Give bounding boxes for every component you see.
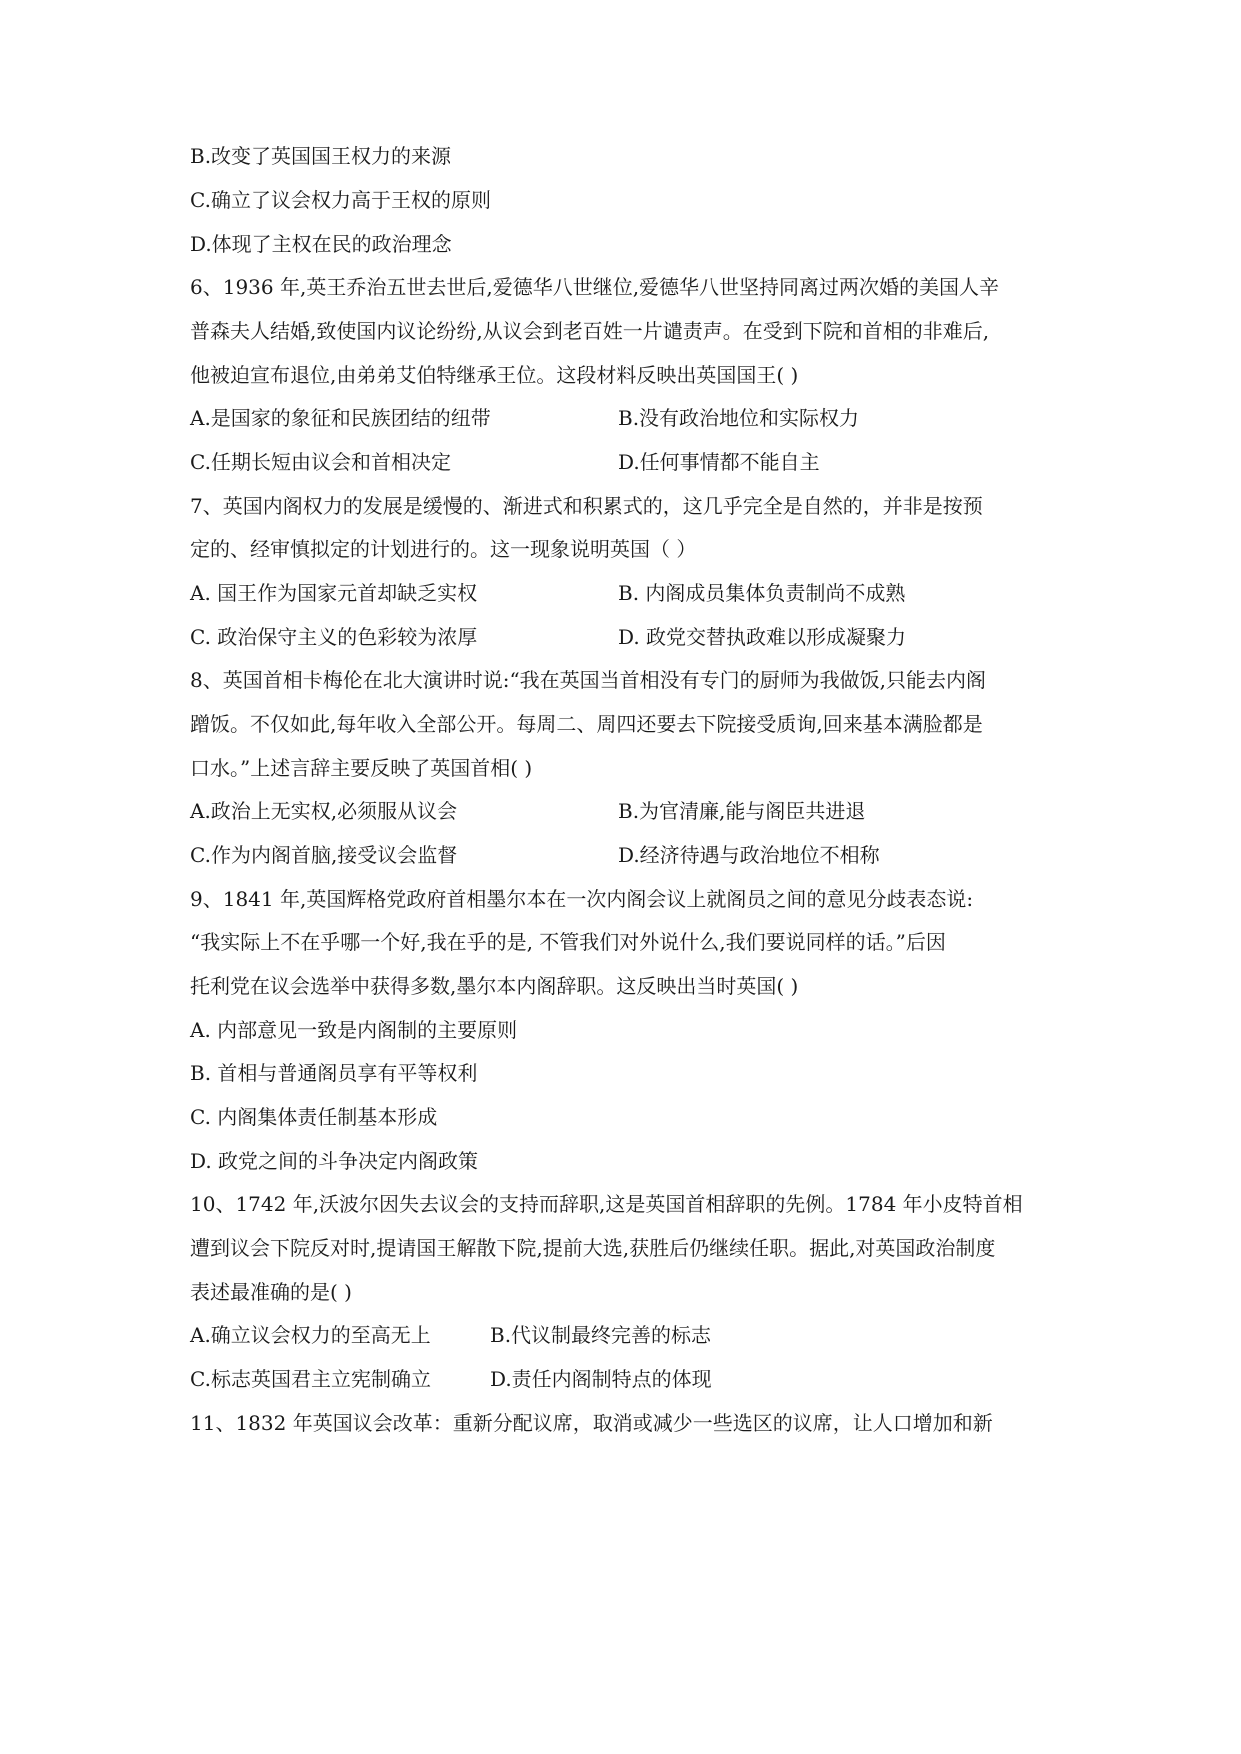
q8-stem-line-1: 8、英国首相卡梅伦在北大演讲时说:“我在英国当首相没有专门的厨师为我做饭,只能去内阁 xyxy=(190,668,987,692)
q9-stem-line-1: 9、1841 年,英国辉格党政府首相墨尔本在一次内阁会议上就阁员之间的意见分歧表态说: xyxy=(190,887,974,911)
q7-stem-line-2: 定的、经审慎拟定的计划进行的。这一现象说明英国（ ） xyxy=(190,537,697,561)
q6-stem-line-3: 他被迫宣布退位,由弟弟艾伯特继承王位。这段材料反映出英国国王( ) xyxy=(190,363,799,387)
q10-stem-line-3: 表述最准确的是( ) xyxy=(190,1280,352,1304)
q5-option-c: C.确立了议会权力高于王权的原则 xyxy=(190,188,491,212)
q8-stem-line-3: 口水。”上述言辞主要反映了英国首相( ) xyxy=(190,756,533,780)
q10-option-d: D.责任内阁制特点的体现 xyxy=(490,1367,712,1391)
q10-stem-line-1: 10、1742 年,沃波尔因失去议会的支持而辞职,这是英国首相辞职的先例。1784 年小皮特首相 xyxy=(190,1192,1023,1216)
q6-option-b: B.没有政治地位和实际权力 xyxy=(618,406,860,430)
q9-option-d: D. 政党之间的斗争决定内阁政策 xyxy=(190,1149,479,1173)
q7-option-d: D. 政党交替执政难以形成凝聚力 xyxy=(618,625,907,649)
q9-option-c: C. 内阁集体责任制基本形成 xyxy=(190,1105,438,1129)
q8-option-c: C.作为内阁首脑,接受议会监督 xyxy=(190,843,458,867)
q10-option-a: A.确立议会权力的至高无上 xyxy=(190,1323,431,1347)
q9-option-b: B. 首相与普通阁员享有平等权利 xyxy=(190,1061,478,1085)
q10-option-b: B.代议制最终完善的标志 xyxy=(490,1323,712,1347)
q10-option-c: C.标志英国君主立宪制确立 xyxy=(190,1367,431,1391)
q7-option-b: B. 内阁成员集体负责制尚不成熟 xyxy=(618,581,906,605)
q11-stem-line-1: 11、1832 年英国议会改革：重新分配议席，取消或减少一些选区的议席，让人口增加和新 xyxy=(190,1411,993,1435)
q7-stem-line-1: 7、英国内阁权力的发展是缓慢的、渐进式和积累式的，这几乎完全是自然的，并非是按预 xyxy=(190,494,983,518)
q6-stem-line-1: 6、1936 年,英王乔治五世去世后,爱德华八世继位,爱德华八世坚持同离过两次婚的美国人辛 xyxy=(190,275,1000,299)
q6-option-d: D.任何事情都不能自主 xyxy=(618,450,820,474)
q7-option-a: A. 国王作为国家元首却缺乏实权 xyxy=(190,581,478,605)
q9-stem-line-3: 托利党在议会选举中获得多数,墨尔本内阁辞职。这反映出当时英国( ) xyxy=(190,974,799,998)
q7-option-c: C. 政治保守主义的色彩较为浓厚 xyxy=(190,625,478,649)
q6-stem-line-2: 普森夫人结婚,致使国内议论纷纷,从议会到老百姓一片谴责声。在受到下院和首相的非难后, xyxy=(190,319,990,343)
q8-option-d: D.经济待遇与政治地位不相称 xyxy=(618,843,880,867)
q6-option-c: C.任期长短由议会和首相决定 xyxy=(190,450,451,474)
q10-stem-line-2: 遭到议会下院反对时,提请国王解散下院,提前大选,获胜后仍继续任职。据此,对英国政治制度 xyxy=(190,1236,996,1260)
q6-option-a: A.是国家的象征和民族团结的纽带 xyxy=(190,406,491,430)
q9-stem-line-2: “我实际上不在乎哪一个好,我在乎的是, 不管我们对外说什么,我们要说同样的话。”后因 xyxy=(190,930,946,954)
q9-option-a: A. 内部意见一致是内阁制的主要原则 xyxy=(190,1018,518,1042)
q8-stem-line-2: 蹭饭。不仅如此,每年收入全部公开。每周二、周四还要去下院接受质询,回来基本满脸都是 xyxy=(190,712,983,736)
q8-option-a: A.政治上无实权,必须服从议会 xyxy=(190,799,458,823)
q5-option-d: D.体现了主权在民的政治理念 xyxy=(190,232,452,256)
q5-option-b: B.改变了英国国王权力的来源 xyxy=(190,144,452,168)
q8-option-b: B.为官清廉,能与阁臣共进退 xyxy=(618,799,866,823)
